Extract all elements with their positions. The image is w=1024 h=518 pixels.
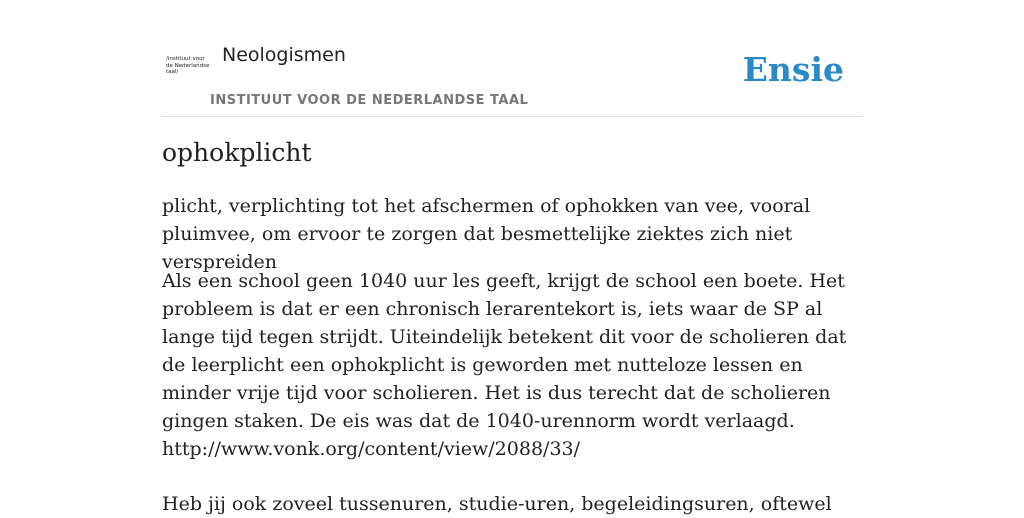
source-link[interactable]: http://www.vonk.org/content/view/2088/33/ xyxy=(162,438,581,460)
example-continuation: Heb jij ook zoveel tussenuren, studie-uren, begeleidingsuren, oftewel xyxy=(162,493,832,515)
institute-logo[interactable] xyxy=(166,54,210,90)
example-text: Als een school geen 1040 uur les geeft, krijgt de school een boete. Het probleem is dat er een chronisch lerarentekort is, iets waar de SP al lange tijd tegen strijdt. Uiteindelijk betekent dit voor de scholieren dat de leerplicht een ophokplicht is geworden met nutteloze lessen en minder vrije tijd voor scholieren. Het is dus terecht dat de scholieren gingen staken. De eis was dat de 1040-urennorm wordt verlaagd. xyxy=(162,270,847,432)
entry-example xyxy=(162,267,862,463)
header xyxy=(162,40,862,117)
organization-name: INSTITUUT VOOR DE NEDERLANDSE TAAL xyxy=(210,93,529,108)
entry-definition: plicht, verplichting tot het afschermen of ophokken van vee, vooral pluimvee, om ervoor te zorgen dat besmettelijke ziektes zich niet verspreiden xyxy=(162,195,811,273)
logo-text: /instituut voor de Nederlandse taal/ xyxy=(166,56,210,76)
entry-term: ophokplicht xyxy=(162,138,312,167)
brand-name[interactable]: Neologismen xyxy=(222,44,346,66)
site-logo[interactable]: Ensie xyxy=(742,50,844,89)
